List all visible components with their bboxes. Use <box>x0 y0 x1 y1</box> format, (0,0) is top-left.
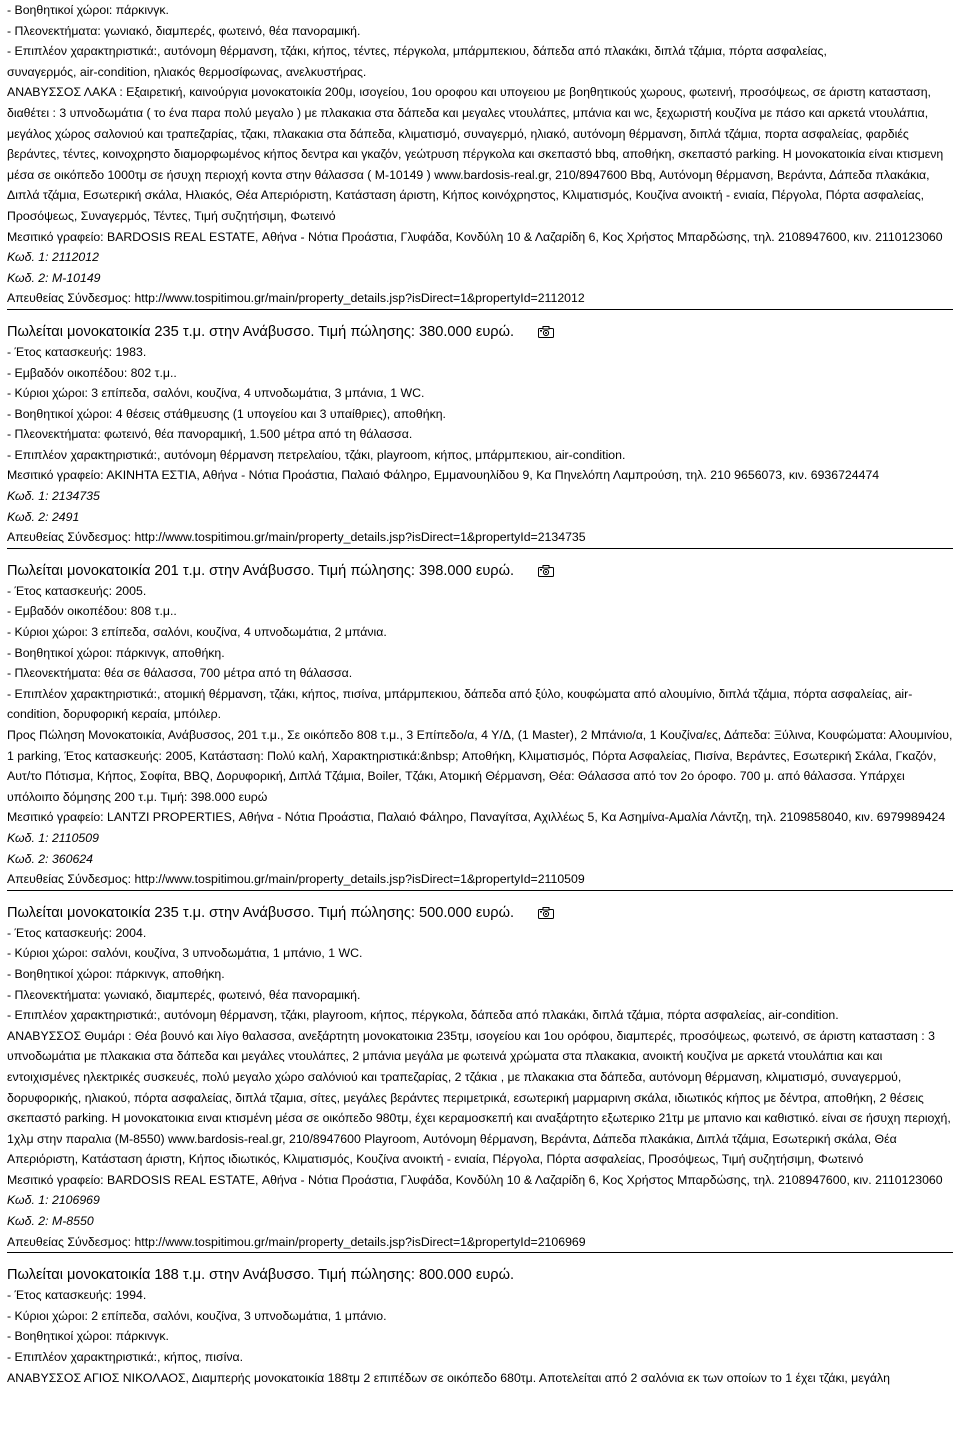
camera-icon[interactable] <box>538 326 554 338</box>
feature-line: συναγερμός, air-condition, ηλιακός θερμοσίφωνας, ανελκυστήρας. <box>7 64 367 79</box>
listing-title[interactable] <box>7 1265 953 1285</box>
feature-line: - Βοηθητικοί χώροι: πάρκινγκ. <box>7 1329 169 1344</box>
document-page <box>7 0 953 1388</box>
feature-line: - Βοηθητικοί χώροι: πάρκινγκ. <box>7 3 169 17</box>
listing-title[interactable] <box>7 322 953 342</box>
feature-line: - Κύριοι χώροι: 3 επίπεδα, σαλόνι, κουζίνα, 4 υπνοδωμάτια, 3 μπάνια, 1 WC. <box>7 386 425 401</box>
feature-line: - Κύριοι χώροι: σαλόνι, κουζίνα, 3 υπνοδωμάτια, 1 μπάνιο, 1 WC. <box>7 946 363 961</box>
listing-title-text: Πωλείται μονοκατοικία 201 τ.μ. στην Ανάβυσσο. Τιμή πώλησης: 398.000 ευρώ. <box>7 562 515 579</box>
listing-description: Προς Πώληση Μονοκατοικία, Ανάβυσσος, 201 τ.μ., Σε οικόπεδο 808 τ.μ., 3 Επίπεδο/α, 4 Υ/Δ, (1 Master), 2 Μπάνιο/α, 1 Κουζίνα/ες, Δάπεδα: Ξύλινα, Κουφώματα: Αλουμινίου, 1 parking, Έτος κατασκευής: 2005, Κατάσταση: Πολύ καλή, Χαρακτηριστικά:&nbsp; Αποθήκη, Κλιματισμός, Πόρτα Ασφαλείας, Πισίνα, Βεράντες, Εσωτερική Σκάλα, Γκαζόν, Αυτ/το Πότισμα, Κήπος, Σοφίτα, BBQ, Δορυφορική, Διπλά Τζάμια, Boiler, Τζάκι, Ατομική Θέρμανση, Θέα: Θάλασσα από τον 2ο όροφο. 700 μ. από θάλασσα. Υπάρχει υπόλοιπο δόμησης 200 τ.μ. Τιμή: 398.000 ευρώ <box>7 728 953 804</box>
code-1: Κωδ. 1: 2134735 <box>7 489 100 504</box>
listing-title-text: Πωλείται μονοκατοικία 235 τ.μ. στην Ανάβυσσο. Τιμή πώλησης: 500.000 ευρώ. <box>7 904 515 921</box>
listing-title-text: Πωλείται μονοκατοικία 235 τ.μ. στην Ανάβυσσο. Τιμή πώλησης: 380.000 ευρώ. <box>7 323 515 340</box>
code-1: Κωδ. 1: 2106969 <box>7 1193 100 1208</box>
code-2: Κωδ. 2: 2491 <box>7 509 80 524</box>
listing-title[interactable] <box>7 561 953 581</box>
listing <box>7 903 953 1253</box>
code-2: Κωδ. 2: 360624 <box>7 851 94 866</box>
camera-icon[interactable] <box>538 907 554 919</box>
listing-title[interactable] <box>7 903 953 923</box>
code-1: Κωδ. 1: 2110509 <box>7 830 99 845</box>
listing-description: ΑΝΑΒΥΣΣΟΣ ΛΑΚΑ : Εξαιρετική, καινούργια μονοκατοικία 200μ, ισογείου, 1ου οροφου και υπογειου με βοηθητικούς χωρους, φωτεινή, προσόψεως, σε άριστη κατασταση, διαθέτει : 3 υπνοδωμάτια ( το ένα παρα πολύ μεγαλο ) με πλακακια στα δάπεδα και μεγαλες ντουλάπες, μπάνια και wc, ξεχωριστή κουζίνα με πάσο και αρκετά ντουλάπια, μεγάλος χώρος σαλονιού και τραπεζαρίας, τζακι, πλακακια στα δάπεδα, κλιματισμό, συναγερμό, ηλιακό, αυτόνομη θέρμανση, διπλά τζάμια, πορτα ασφαλείας, φαρδιές βεράντες, τέντες, κοινοχρηστο διαμορφωμένος κήπος δεντρα και γκαζόν, γεώτρυση πέργκολα και σκεπαστό bbq, αποθήκη, σκεπαστό parking. Η μονοκατοικία είναι κτισμενη μέσα σε οικόπεδο 1000τμ σε ήσυχη περιοχή κοντα στην θάλασσα ( Μ-10149 ) www.bardosis-real.gr, 210/8947600 Bbq, Αυτόνομη θέρμανση, Βεράντα, Δάπεδα πλακάκια, Διπλά τζάμια, Εσωτερική σκάλα, Ηλιακός, Θέα Απεριόριστη, Κατάσταση άριστη, Κήπος κοινόχρηστος, Κλιματισμός, Κουζίνα ανοικτή - ενιαία, Πέργολα, Πόρτα ασφαλείας, Προσόψεως, Συναγερμός, Τέντες, Τιμή συζητήσιμη, Φωτεινό <box>7 85 944 223</box>
direct-link[interactable]: Απευθείας Σύνδεσμος: http://www.tospitimou.gr/main/property_details.jsp?isDirect=1&propertyId=2106969 <box>7 1234 586 1249</box>
feature-line: - Βοηθητικοί χώροι: πάρκινγκ, αποθήκη. <box>7 966 225 981</box>
feature-line: - Κύριοι χώροι: 3 επίπεδα, σαλόνι, κουζίνα, 4 υπνοδωμάτια, 2 μπάνια. <box>7 625 387 640</box>
feature-line: - Επιπλέον χαρακτηριστικά:, αυτόνομη θέρμανση, τζάκι, κήπος, τέντες, πέργκολα, μπάρμπεκιου, δάπεδα από πλακάκι, διπλά τζάμια, πόρτα ασφαλείας, <box>7 44 827 59</box>
feature-line: - Πλεονεκτήματα: φωτεινό, θέα πανοραμική, 1.500 μέτρα από τη θάλασσα. <box>7 427 413 442</box>
feature-line: - Εμβαδόν οικοπέδου: 808 τ.μ.. <box>7 604 177 619</box>
feature-line: - Πλεονεκτήματα: θέα σε θάλασσα, 700 μέτρα από τη θάλασσα. <box>7 666 353 681</box>
agency-info: Μεσιτικό γραφείο: BARDOSIS REAL ESTATE, Αθήνα - Νότια Προάστια, Γλυφάδα, Κονδύλη 10 & Λαζαρίδη 6, Κος Χρήστος Μπαρδώσης, τηλ. 2108947600, κιν. 2110123060 <box>7 229 943 244</box>
listing <box>7 322 953 548</box>
agency-info: Μεσιτικό γραφείο: LANTZI PROPERTIES, Αθήνα - Νότια Προάστια, Παλαιό Φάληρο, Παναγίτσα, Αχιλλέως 5, Κα Ασημίνα-Αμαλία Λάντζη, τηλ. 2109858040, κιν. 6979989424 <box>7 810 946 825</box>
feature-line: - Επιπλέον χαρακτηριστικά:, κήπος, πισίνα. <box>7 1350 244 1365</box>
code-1: Κωδ. 1: 2112012 <box>7 250 99 265</box>
agency-info: Μεσιτικό γραφείο: BARDOSIS REAL ESTATE, Αθήνα - Νότια Προάστια, Γλυφάδα, Κονδύλη 10 & Λαζαρίδη 6, Κος Χρήστος Μπαρδώσης, τηλ. 2108947600, κιν. 2110123060 <box>7 1172 943 1187</box>
listing-title-text: Πωλείται μονοκατοικία 188 τ.μ. στην Ανάβυσσο. Τιμή πώλησης: 800.000 ευρώ. <box>7 1267 515 1284</box>
separator <box>7 309 953 310</box>
direct-link[interactable]: Απευθείας Σύνδεσμος: http://www.tospitimou.gr/main/property_details.jsp?isDirect=1&propertyId=2110509 <box>7 872 585 887</box>
listing <box>7 1265 953 1388</box>
listing <box>7 561 953 890</box>
feature-line: - Εμβαδόν οικοπέδου: 802 τ.μ.. <box>7 365 177 380</box>
feature-line: - Κύριοι χώροι: 2 επίπεδα, σαλόνι, κουζίνα, 3 υπνοδωμάτια, 1 μπάνιο. <box>7 1308 387 1323</box>
feature-line: - Επιπλέον χαρακτηριστικά:, ατομική θέρμανση, τζάκι, κήπος, πισίνα, μπάρμπεκιου, δάπεδα από ξύλο, κουφώματα από αλουμίνιο, διπλά τζάμια, πόρτα ασφαλείας, air-condition, δορυφορική κεραία, μπόιλερ. <box>7 686 913 722</box>
direct-link[interactable]: Απευθείας Σύνδεσμος: http://www.tospitimou.gr/main/property_details.jsp?isDirect=1&propertyId=2134735 <box>7 530 586 545</box>
separator <box>7 548 953 549</box>
feature-line: - Βοηθητικοί χώροι: πάρκινγκ, αποθήκη. <box>7 645 225 660</box>
agency-info: Μεσιτικό γραφείο: ΑΚΙΝΗΤΑ ΕΣΤΙΑ, Αθήνα - Νότια Προάστια, Παλαιό Φάληρο, Εμμανουηλίδου 9, Κα Πηνελόπη Λαμπρούση, τηλ. 210 9656073, κιν. 6936724474 <box>7 468 880 483</box>
listing-description: ΑΝΑΒΥΣΣΟΣ Θυμάρι : Θέα βουνό και λίγο θαλασσα, ανεξάρτητη μονοκατοικια 235τμ, ισογείου και 1ου ορόφου, διαμπερές, προσόψεως, φωτεινό, σε άριστη κατασταση : 3 υπνοδωμάτια με πλακακια στα δάπεδα και μεγάλες ντουλάπες, 2 μπάνια μεγάλα με φωτεινά χρώματα στα πλακακια, ανοικτή κουζίνα με αρκετά ντουλάπια και και εντοιχισμένες ηλεκτρικές συσκευές, πολύ μεγαλο χώρο σαλόνιού και τραπεζαρίας, 2 τζάκια , με πλακακια στα δάπεδα, αυτόνομη θέρμανση, κλιματισμό, συναγερμού, δορυφορικής, ηλιακού, πόρτα ασφαλείας, διπλά τζαμια, σίτες, μεγάλες βεράντες περιμετρικά, εσωτερική μαρμαρινη σκάλα, ιδιωτικός κήπος με δέντρα, αποθήκη, 2 θέσεις σκεπαστό parking. Η μονοκατοικια ειναι κτισμένη μέσα σε οικόπεδο 980τμ, έχει κεραμοσκεπή και αναξάρτητο εξωτερικο 21τμ με μπανιο και καθιστικό. είναι σε ήσυχη περιοχή, 1χλμ στην παραλια (Μ-8550) www.bardosis-real.gr, 210/8947600 Playroom, Αυτόνομη θέρμανση, Βεράντα, Δάπεδα πλακάκια, Διπλά τζάμια, Εσωτερική σκάλα, Θέα Απεριόριστη, Κατάσταση άριστη, Κήπος ιδιωτικός, Κλιματισμός, Κουζίνα ανοικτή - ενιαία, Πέργολα, Πόρτα ασφαλείας, Προσόψεως, Τιμή συζητήσιμη, Φωτεινό <box>7 1028 951 1167</box>
feature-line: - Επιπλέον χαρακτηριστικά:, αυτόνομη θέρμανση πετρελαίου, τζάκι, playroom, κήπος, μπάρμπεκιου, air-condition. <box>7 447 626 462</box>
listing-description: ΑΝΑΒΥΣΣΟΣ ΑΓΙΟΣ ΝΙΚΟΛΑΟΣ, Διαμπερής μονοκατοικία 188τμ 2 επιπέδων σε οικόπεδο 680τμ. Αποτελείται από 2 σαλόνια εκ των οποίων το 1 έχει τζάκι, μεγάλη <box>7 1370 890 1385</box>
feature-line: - Έτος κατασκευής: 1994. <box>7 1288 147 1303</box>
intro-section <box>7 0 953 309</box>
direct-link[interactable]: Απευθείας Σύνδεσμος: http://www.tospitimou.gr/main/property_details.jsp?isDirect=1&propertyId=2112012 <box>7 291 585 306</box>
feature-line: - Έτος κατασκευής: 2005. <box>7 583 147 598</box>
code-2: Κωδ. 2: Μ-10149 <box>7 270 101 285</box>
camera-icon[interactable] <box>538 565 554 577</box>
separator <box>7 1252 953 1253</box>
feature-line: - Βοηθητικοί χώροι: 4 θέσεις στάθμευσης (1 υπογείου και 3 υπαίθριες), αποθήκη. <box>7 406 446 421</box>
feature-line: - Πλεονεκτήματα: γωνιακό, διαμπερές, φωτεινό, θέα πανοραμική. <box>7 987 361 1002</box>
separator <box>7 890 953 891</box>
feature-line: - Πλεονεκτήματα: γωνιακό, διαμπερές, φωτεινό, θέα πανοραμική. <box>7 23 361 38</box>
feature-line: - Έτος κατασκευής: 2004. <box>7 925 147 940</box>
feature-line: - Έτος κατασκευής: 1983. <box>7 344 147 359</box>
code-2: Κωδ. 2: Μ-8550 <box>7 1214 94 1229</box>
feature-line: - Επιπλέον χαρακτηριστικά:, αυτόνομη θέρμανση, τζάκι, playroom, κήπος, πέργκολα, δάπεδα από πλακάκι, διπλά τζάμια, πόρτα ασφαλείας, air-condition. <box>7 1008 839 1023</box>
